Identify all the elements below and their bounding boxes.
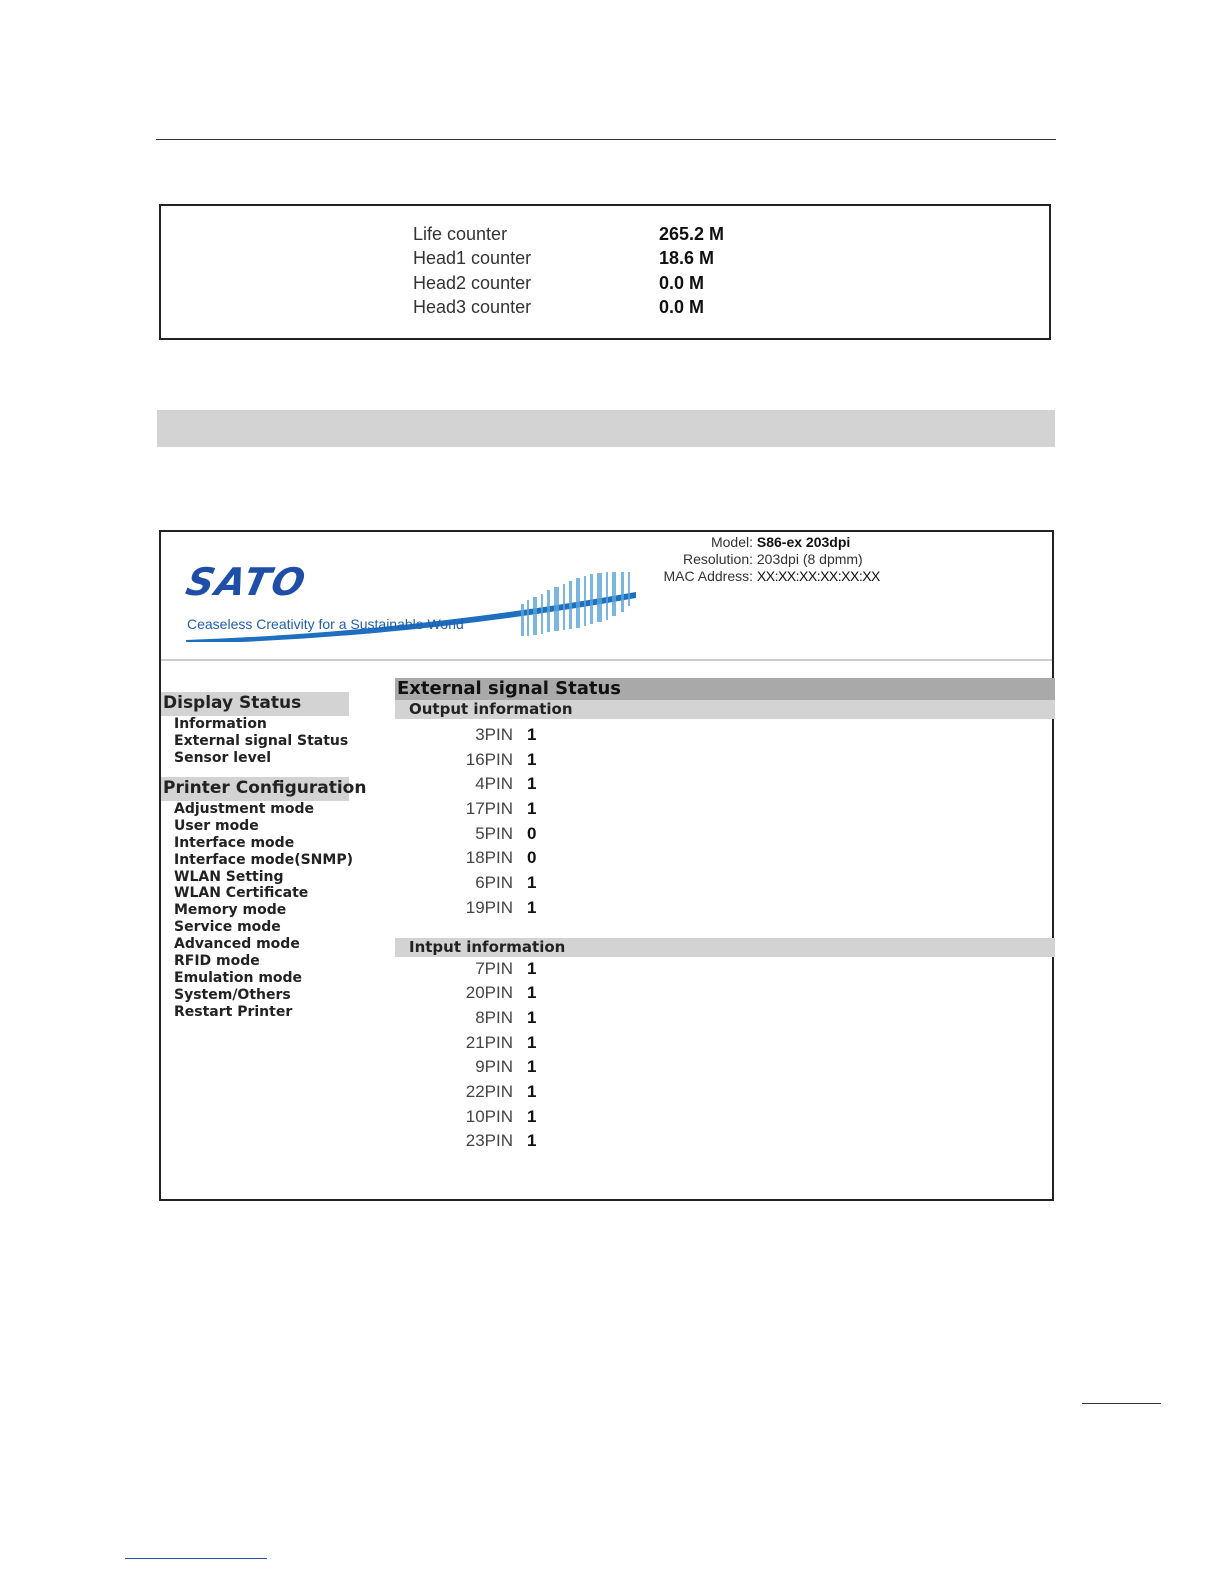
counter-value: 265.2 M	[659, 224, 725, 244]
pin-value: 1	[527, 873, 537, 893]
pin-row	[395, 1006, 1055, 1031]
nav-item-restart-printer[interactable]: Restart Printer	[174, 1003, 293, 1020]
pin-name: 6PIN	[475, 873, 513, 893]
pin-row	[395, 896, 1055, 921]
pin-value: 1	[527, 958, 537, 978]
mac-label: MAC Address:	[663, 568, 753, 584]
pin-value: 1	[527, 897, 537, 917]
pin-name: 4PIN	[475, 774, 513, 794]
counter-value: 18.6 M	[659, 248, 715, 268]
pin-row	[395, 1080, 1055, 1105]
pin-value: 1	[527, 983, 537, 1003]
nav-item-rfid-mode[interactable]: RFID mode	[174, 953, 260, 970]
pin-row	[395, 748, 1055, 773]
counter-value: 0.0 M	[659, 273, 705, 293]
pin-name: 7PIN	[475, 958, 513, 978]
page-top-rule	[156, 139, 1056, 140]
model-label: Model:	[710, 534, 753, 550]
nav-item-external-signal-status[interactable]: External signal Status	[174, 732, 349, 749]
pin-value: 1	[527, 1106, 537, 1126]
nav-item-system-others[interactable]: System/Others	[174, 986, 291, 1003]
pin-row	[395, 797, 1055, 822]
pin-name: 18PIN	[465, 848, 513, 868]
pin-row	[395, 1055, 1055, 1080]
nav-heading-printer-configuration: Printer Configuration	[161, 777, 349, 801]
pin-name: 23PIN	[465, 1131, 513, 1151]
pin-value: 1	[527, 1007, 537, 1027]
pin-value: 0	[527, 848, 537, 868]
page-title: External signal Status	[395, 678, 1055, 700]
nav-item-user-mode[interactable]: User mode	[174, 817, 259, 834]
counter-panel	[159, 204, 1051, 340]
pin-name: 16PIN	[465, 749, 513, 769]
pin-value: 1	[527, 774, 537, 794]
printer-web-ui	[159, 530, 1054, 1201]
model-value: S86-ex 203dpi	[756, 534, 851, 550]
pin-name: 21PIN	[465, 1032, 513, 1052]
pin-row	[395, 846, 1055, 871]
pin-value: 1	[527, 749, 537, 769]
pin-name: 20PIN	[465, 983, 513, 1003]
section-heading-bar	[157, 410, 1055, 447]
pin-row	[395, 1129, 1055, 1154]
model-row	[641, 534, 941, 551]
pin-row	[395, 1031, 1055, 1056]
pin-row	[395, 871, 1055, 896]
nav-item-wlan-setting[interactable]: WLAN Setting	[174, 868, 284, 885]
pin-row	[395, 772, 1055, 797]
counter-label: Head2 counter	[413, 273, 532, 293]
page-number-rule	[1082, 1403, 1161, 1404]
nav-item-emulation-mode[interactable]: Emulation mode	[174, 969, 303, 986]
counter-label: Head3 counter	[413, 297, 532, 317]
resolution-label: Resolution:	[682, 551, 753, 567]
main-content	[395, 678, 1055, 1154]
output-information-heading: Output information	[395, 700, 1055, 719]
nav-item-information[interactable]: Information	[174, 716, 267, 732]
pin-value: 1	[527, 1057, 537, 1077]
pin-value: 1	[527, 725, 537, 744]
logo-wordmark: SATO	[182, 560, 312, 604]
nav-printer-configuration	[161, 777, 367, 1021]
nav-item-memory-mode[interactable]: Memory mode	[174, 902, 287, 919]
mac-value: XX:XX:XX:XX:XX:XX	[756, 568, 880, 584]
pin-name: 3PIN	[475, 725, 513, 744]
pin-name: 9PIN	[475, 1057, 513, 1077]
pin-row	[395, 957, 1055, 982]
sato-logo	[181, 552, 641, 642]
pin-value: 1	[527, 1131, 537, 1151]
pin-name: 22PIN	[465, 1081, 513, 1101]
nav-item-interface-mode-snmp[interactable]: Interface mode(SNMP)	[174, 851, 353, 868]
resolution-row	[641, 551, 941, 568]
nav-item-advanced-mode[interactable]: Advanced mode	[174, 936, 300, 953]
input-information-heading: Intput information	[395, 938, 1055, 957]
pin-name: 5PIN	[475, 823, 513, 843]
pin-row	[395, 981, 1055, 1006]
nav-item-interface-mode[interactable]: Interface mode	[174, 834, 295, 851]
counter-label: Head1 counter	[413, 248, 532, 268]
counter-value: 0.0 M	[659, 297, 705, 317]
resolution-value: 203dpi (8 dpmm)	[756, 551, 863, 567]
pin-row	[395, 723, 1055, 748]
nav-item-adjustment-mode[interactable]: Adjustment mode	[174, 801, 314, 817]
header-divider	[161, 659, 1052, 661]
pin-name: 8PIN	[475, 1007, 513, 1027]
logo-tagline: Ceaseless Creativity for a Sustainable World	[187, 616, 464, 632]
pin-value: 1	[527, 1081, 537, 1101]
counter-label: Life counter	[413, 224, 508, 244]
pin-value: 1	[527, 799, 537, 819]
pin-value: 1	[527, 1032, 537, 1052]
pin-row	[395, 822, 1055, 847]
pin-value: 0	[527, 823, 537, 843]
pin-row	[395, 1105, 1055, 1130]
nav-display-status	[161, 692, 349, 767]
nav-heading-display-status: Display Status	[161, 692, 349, 716]
nav-item-sensor-level[interactable]: Sensor level	[174, 749, 271, 766]
footer-link-rule	[125, 1558, 267, 1559]
device-info	[641, 534, 941, 585]
pin-name: 10PIN	[465, 1106, 513, 1126]
pin-name: 19PIN	[465, 897, 513, 917]
nav-item-service-mode[interactable]: Service mode	[174, 919, 281, 936]
nav-item-wlan-certificate[interactable]: WLAN Certificate	[174, 885, 309, 902]
pin-name: 17PIN	[465, 799, 513, 819]
mac-row	[641, 568, 941, 585]
